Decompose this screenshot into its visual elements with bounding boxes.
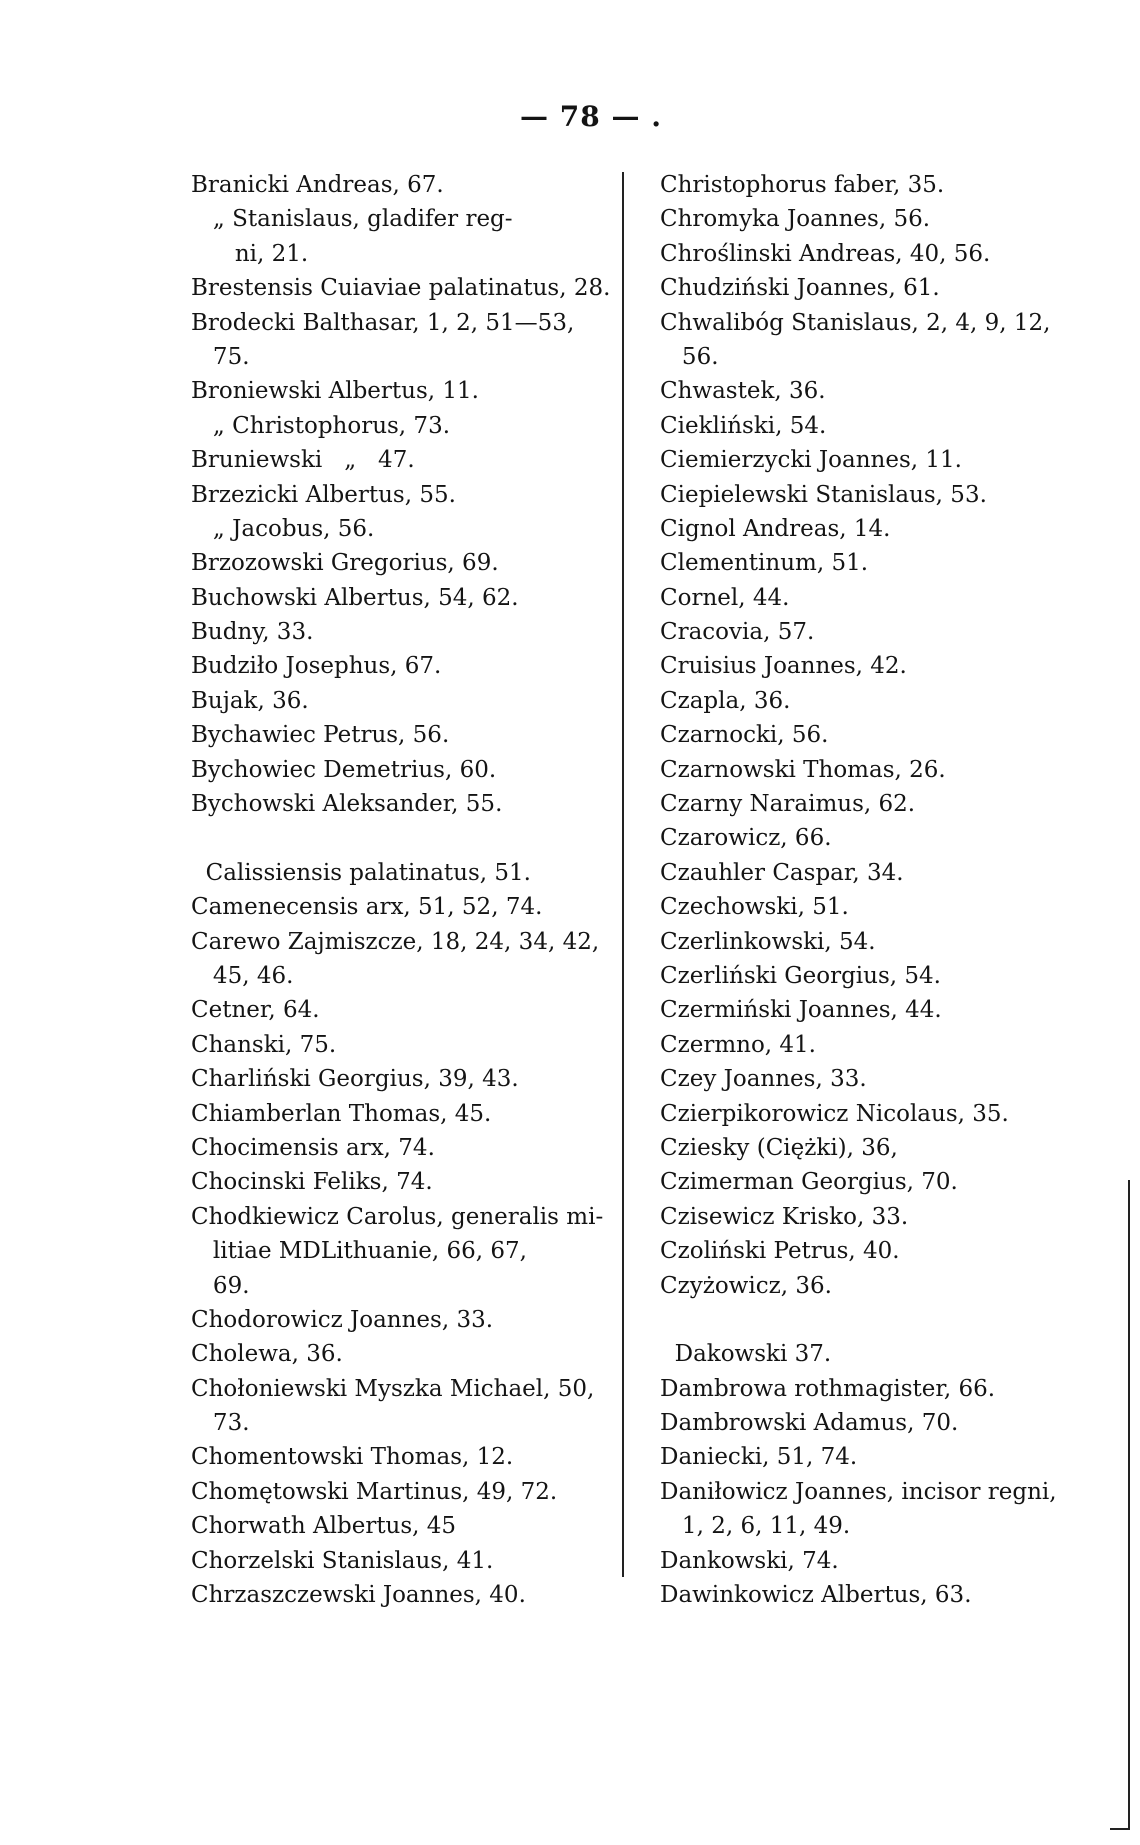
section-gap: [660, 1303, 1090, 1337]
index-entry: Chołoniewski Myszka Michael, 50,: [191, 1375, 595, 1402]
index-entry: Chomętowski Martinus, 49, 72.: [191, 1478, 558, 1505]
index-column-right: [660, 168, 1090, 1612]
index-entry: Ciekliński, 54.: [660, 412, 827, 439]
index-entry: Brzozowski Gregorius, 69.: [191, 550, 499, 577]
index-entry: Dambrowski Adamus, 70.: [660, 1410, 959, 1437]
index-entry: 75.: [191, 343, 250, 370]
index-entry: Budziło Josephus, 67.: [191, 653, 442, 680]
index-entry: Chroślinski Andreas, 40, 56.: [660, 240, 991, 267]
index-entry: 45, 46.: [191, 962, 294, 989]
index-entry: 73.: [191, 1410, 250, 1437]
index-entry: „ Christophorus, 73.: [191, 412, 451, 439]
index-entry: Chromyka Joannes, 56.: [660, 206, 931, 233]
index-entry: Czermiński Joannes, 44.: [660, 997, 942, 1024]
index-entry: Chrzaszczewski Joannes, 40.: [191, 1582, 526, 1609]
section-gap: [191, 821, 611, 855]
index-entry: Broniewski Albertus, 11.: [191, 378, 479, 405]
index-entry: Dankowski, 74.: [660, 1547, 839, 1574]
index-entry: Cruisius Joannes, 42.: [660, 653, 907, 680]
index-entry: Chwalibóg Stanislaus, 2, 4, 9, 12,: [660, 309, 1051, 336]
index-entry: Cholewa, 36.: [191, 1341, 343, 1368]
column-divider: [622, 172, 624, 1577]
index-entry: Bruniewski „ 47.: [191, 447, 415, 474]
index-entry: Brzezicki Albertus, 55.: [191, 481, 456, 508]
index-entry: Chocinski Feliks, 74.: [191, 1169, 433, 1196]
index-column-left: [191, 168, 611, 1612]
index-entry: Chanski, 75.: [191, 1031, 337, 1058]
index-entry: Chodkiewicz Carolus, generalis mi-: [191, 1203, 604, 1230]
index-entry: Ciemierzycki Joannes, 11.: [660, 447, 962, 474]
index-entry: Christophorus faber, 35.: [660, 172, 945, 198]
index-entry: Czoliński Petrus, 40.: [660, 1238, 900, 1265]
index-entry: Chocimensis arx, 74.: [191, 1134, 435, 1161]
index-entry: 56.: [660, 343, 719, 370]
index-entry: 1, 2, 6, 11, 49.: [660, 1513, 851, 1540]
index-entry: Bychowiec Demetrius, 60.: [191, 756, 497, 783]
index-entry: Dawinkowicz Albertus, 63.: [660, 1582, 972, 1609]
index-entry: Czarowicz, 66.: [660, 825, 832, 852]
index-entry: Calissiensis palatinatus, 51.: [191, 859, 531, 886]
index-entry: Czisewicz Krisko, 33.: [660, 1203, 909, 1230]
index-entry: Chorwath Albertus, 45: [191, 1513, 457, 1540]
index-entry: Chwastek, 36.: [660, 378, 826, 405]
index-entry: Cignol Andreas, 14.: [660, 515, 891, 542]
index-entry: Czimerman Georgius, 70.: [660, 1169, 958, 1196]
index-entry: Bychowski Aleksander, 55.: [191, 791, 503, 818]
index-entry: Czauhler Caspar, 34.: [660, 859, 904, 886]
index-entry: Charliński Georgius, 39, 43.: [191, 1066, 519, 1093]
index-entry: Cziesky (Ciężki), 36,: [660, 1134, 898, 1161]
index-entry: Bychawiec Petrus, 56.: [191, 722, 450, 749]
scan-edge-foot: [1110, 1828, 1130, 1830]
index-entry: Czapla, 36.: [660, 687, 791, 714]
index-entry: Cetner, 64.: [191, 997, 320, 1024]
index-entry: litiae MDLithuanie, 66, 67,: [191, 1238, 527, 1265]
page-number: — 78 — .: [520, 100, 662, 133]
index-entry: Chudziński Joannes, 61.: [660, 275, 940, 302]
index-entry: Brodecki Balthasar, 1, 2, 51—53,: [191, 309, 575, 336]
index-entry: 69.: [191, 1272, 250, 1299]
index-entry: Cracovia, 57.: [660, 619, 815, 646]
index-entry: Dambrowa rothmagister, 66.: [660, 1375, 996, 1402]
index-entry: Bujak, 36.: [191, 687, 309, 714]
index-entry: Czey Joannes, 33.: [660, 1066, 867, 1093]
index-entry: Clementinum, 51.: [660, 550, 869, 577]
scan-edge-line: [1128, 1180, 1130, 1830]
index-entry: Czerlinkowski, 54.: [660, 928, 876, 955]
index-entry: Czierpikorowicz Nicolaus, 35.: [660, 1100, 1009, 1127]
index-entry: Branicki Andreas, 67.: [191, 172, 444, 198]
index-entry: Brestensis Cuiaviae palatinatus, 28.: [191, 275, 611, 302]
index-entry: Czyżowicz, 36.: [660, 1272, 832, 1299]
index-entry: Camenecensis arx, 51, 52, 74.: [191, 894, 543, 921]
index-entry: Carewo Zajmiszcze, 18, 24, 34, 42,: [191, 928, 600, 955]
index-entry: Budny, 33.: [191, 619, 314, 646]
index-entry: ni, 21.: [191, 240, 309, 267]
index-entry: Dakowski 37.: [660, 1341, 832, 1368]
index-entry: Chorzelski Stanislaus, 41.: [191, 1547, 494, 1574]
index-entry: Czechowski, 51.: [660, 894, 849, 921]
index-entry: Czarnocki, 56.: [660, 722, 829, 749]
index-entry: Chomentowski Thomas, 12.: [191, 1444, 514, 1471]
index-entry: Daniecki, 51, 74.: [660, 1444, 858, 1471]
index-entry: Czarnowski Thomas, 26.: [660, 756, 946, 783]
index-entry: Daniłowicz Joannes, incisor regni,: [660, 1478, 1057, 1505]
index-entry: Czerliński Georgius, 54.: [660, 962, 941, 989]
index-entry: „ Stanislaus, gladifer reg-: [191, 206, 513, 233]
index-entry: Czarny Naraimus, 62.: [660, 791, 916, 818]
index-entry: Chodorowicz Joannes, 33.: [191, 1306, 494, 1333]
index-entry: Buchowski Albertus, 54, 62.: [191, 584, 519, 611]
index-entry: „ Jacobus, 56.: [191, 515, 375, 542]
index-entry: Czermno, 41.: [660, 1031, 816, 1058]
index-entry: Chiamberlan Thomas, 45.: [191, 1100, 492, 1127]
index-entry: Cornel, 44.: [660, 584, 790, 611]
index-entry: Ciepielewski Stanislaus, 53.: [660, 481, 987, 508]
